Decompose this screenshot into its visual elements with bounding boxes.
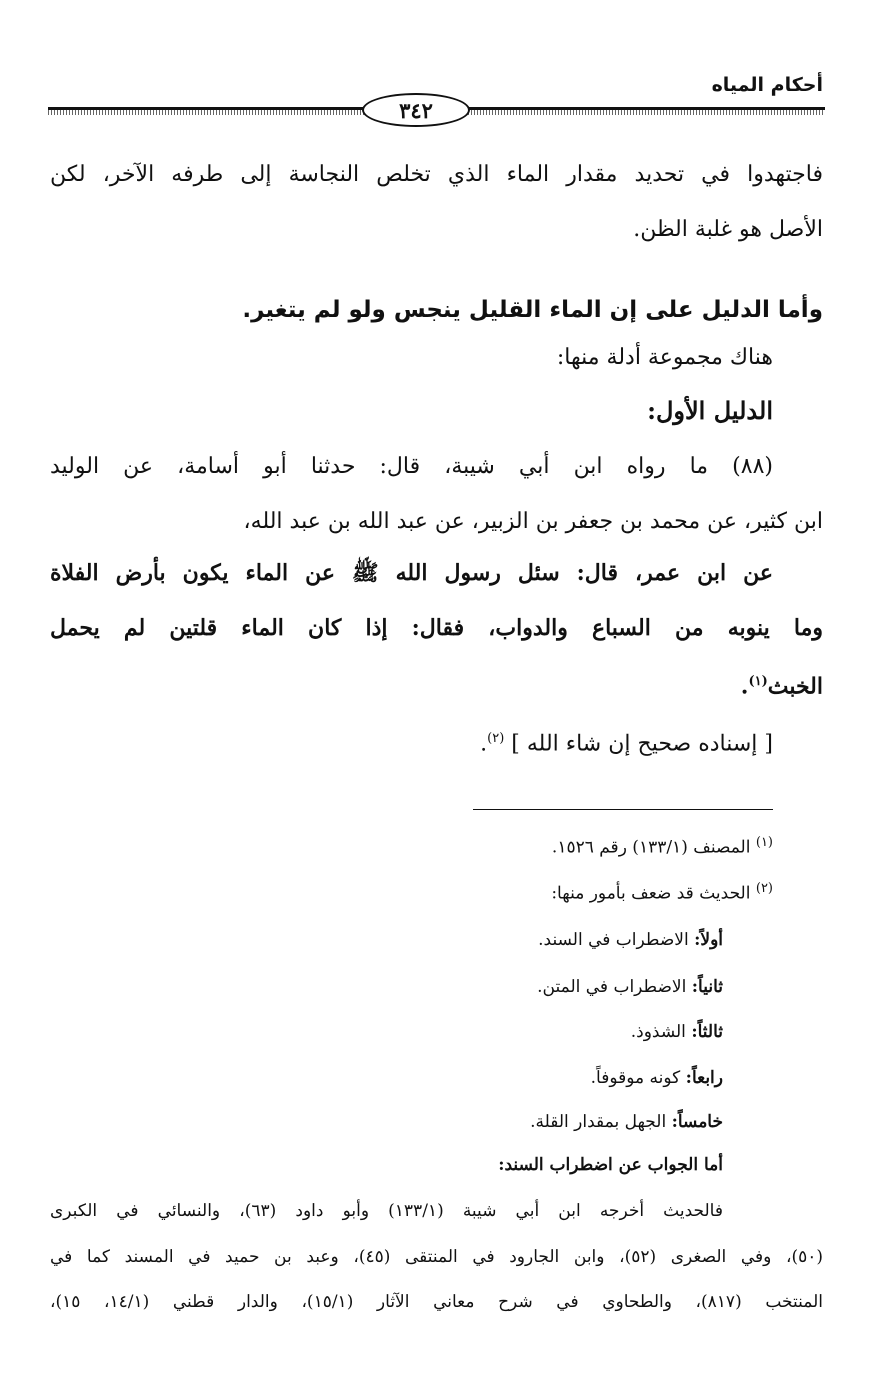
item-text: الجهل بمقدار القلة. [530, 1112, 667, 1132]
hadith-period: . [740, 673, 749, 700]
item-label: ثانياً: [691, 977, 723, 997]
footnote-2 [50, 877, 773, 906]
item-label: خامساً: [671, 1112, 723, 1132]
hadith-line: وما ينوبه من السباع والدواب، فقال: إذا كان الماء قلتين لم يحمل [50, 615, 823, 641]
footnote-text: الحديث قد ضعف بأمور منها: [551, 883, 751, 904]
section-heading: وأما الدليل على إن الماء القليل ينجس ولو لم يتغير. [242, 297, 823, 323]
answer-heading [50, 1153, 723, 1177]
footnote-item [50, 928, 723, 952]
footnote-item [50, 1110, 723, 1134]
paragraph-line: فاجتهدوا في تحديد مقدار الماء الذي تخلص النجاسة إلى طرفه الآخر، لكن [50, 162, 823, 187]
item-text: كونه موقوفاً. [590, 1068, 681, 1088]
isnad-line: ابن كثير، عن محمد بن جعفر بن الزبير، عن عبد الله بن عبد الله، [243, 509, 823, 534]
hadith-line [50, 667, 823, 701]
footnote-item [50, 975, 723, 999]
item-label: أولاً: [694, 930, 723, 950]
sub-heading: الدليل الأول: [647, 396, 773, 425]
answer-line: فالحديث أخرجه ابن أبي شيبة (١٣٣/١) وأبو داود (٦٣)، والنسائي في الكبرى [50, 1201, 723, 1221]
page-number: ٣٤٢ [362, 93, 470, 127]
item-text: الشذوذ. [630, 1022, 686, 1042]
answer-line: (٥٠)، وفي الصغرى (٥٢)، وابن الجارود في المنتقى (٤٥)، وعبد بن حميد في المسند كما في [50, 1247, 823, 1267]
isnad-line: (٨٨) ما رواه ابن أبي شيبة، قال: حدثنا أبو أسامة، عن الوليد [50, 454, 773, 479]
grading-text: [ إسناده صحيح إن شاء الله ] [511, 731, 773, 757]
footnote-mark: (٢) [755, 881, 773, 896]
intro-line: هناك مجموعة أدلة منها: [556, 345, 773, 370]
grading-period: . [480, 731, 488, 757]
footnote-separator [473, 809, 773, 810]
item-label: رابعاً: [685, 1068, 723, 1088]
footnote-item [50, 1020, 723, 1044]
footnote-text: المصنف (١٣٣/١) رقم ١٥٢٦. [551, 837, 751, 858]
footnote-mark: (١) [755, 835, 773, 850]
footnote-ref: (١) [748, 674, 768, 689]
answer-line: المنتخب (٨١٧)، والطحاوي في شرح معاني الآثار (١٥/١)، والدار قطني (١٤/١، ١٥)، [50, 1292, 823, 1312]
running-head: أحكام المياه [711, 74, 823, 96]
hadith-text: الخبث [767, 673, 823, 700]
answer-heading-text: أما الجواب عن اضطراب السند: [498, 1155, 723, 1175]
grading-line [50, 724, 773, 759]
item-text: الاضطراب في المتن. [537, 977, 687, 997]
item-label: ثالثاً: [691, 1022, 723, 1042]
footnote-1 [50, 831, 773, 860]
footnote-item [50, 1066, 723, 1090]
footnote-ref: (٢) [487, 731, 505, 746]
item-text: الاضطراب في السند. [538, 930, 689, 950]
hadith-line: عن ابن عمر، قال: سئل رسول الله ﷺ عن الماء يكون بأرض الفلاة [50, 560, 773, 586]
paragraph-line: الأصل هو غلبة الظن. [633, 217, 823, 242]
